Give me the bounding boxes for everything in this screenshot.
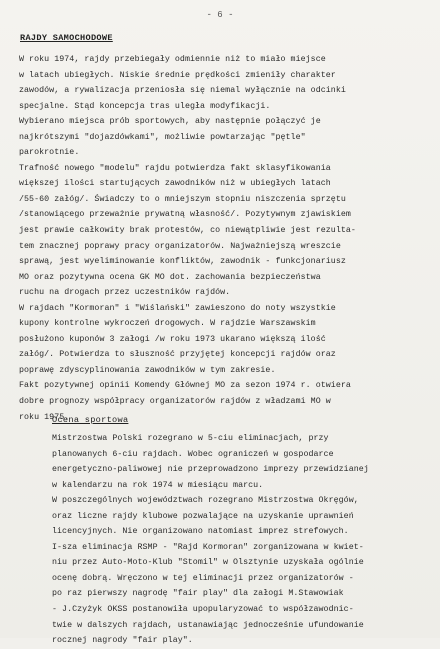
text-line: załóg/. Potwierdza to słuszność przyjętej koncepcji rajdów oraz: [19, 350, 336, 360]
section-heading-rajdy: RAJDY SAMOCHODOWE: [20, 33, 113, 43]
text-line: roku 1975.: [19, 412, 70, 422]
text-line: Mistrzostwa Polski rozegrano w 5-ciu eliminacjach, przy: [52, 434, 329, 443]
text-line: twie w dalszych rajdach, ustanawiając jednocześnie ufundowanie: [52, 620, 364, 630]
text-line: energetyczno-paliwowej nie przeprowadzono imprezy przewidzianej: [52, 465, 369, 475]
text-line: planowanych 6-ciu rajdach. Wobec ograniczeń w gospodarce: [52, 449, 334, 459]
text-line: jest prawie całkowity brak protestów, co niewątpliwie jest rezulta-: [19, 226, 356, 236]
page-number: - 6 -: [206, 10, 234, 20]
text-line: Fakt pozytywnej opinii Komendy Głównej MO za sezon 1974 r. otwiera: [19, 381, 351, 391]
text-line: niu przez Auto-Moto-Klub "Stomil" w Olsztynie uzyskała ogólnie: [52, 558, 364, 568]
text-line: sprawą, jest wyeliminowanie konfliktów, zawodnik - funkcjonariusz: [19, 257, 346, 267]
section-heading-ocena: Ocena sportowa: [52, 415, 129, 425]
text-line: kupony kontrolne wykroczeń drogowych. W rajdzie Warszawskim: [19, 319, 316, 329]
text-line: Trafność nowego "modelu" rajdu potwierdza fakt sklasyfikowania: [19, 163, 331, 173]
text-line: W roku 1974, rajdy przebiegały odmiennie niż to miało miejsce: [19, 55, 326, 64]
text-line: dobre prognozy współpracy organizatorów rajdów z władzami MO w: [19, 397, 331, 407]
text-line: I-sza eliminacja RSMP - "Rajd Kormoran" zorganizowana w kwiet-: [52, 542, 364, 552]
section-body-ocena: [52, 431, 432, 649]
text-line: w latach ubiegłych. Niskie średnie prędkości zmieniły charakter: [19, 70, 336, 80]
text-line: rocznej nagrody "fair play".: [52, 636, 193, 646]
text-line: /stanowiącego przeważnie prywatną własność/. Pozytywnym zjawiskiem: [19, 210, 351, 220]
text-line: /55-60 załóg/. Świadczy to o mniejszym stopniu niszczenia sprzętu: [19, 194, 346, 204]
text-line: specjalne. Stąd koncepcja tras uległa modyfikacji.: [19, 101, 271, 111]
text-line: po raz pierwszy nagrodę "fair play" dla załogi M.Stawowiak: [52, 589, 344, 599]
text-line: - J.Czyżyk OKSS postanowiła upopularyzować to współzawodnic-: [52, 605, 354, 615]
text-line: W rajdach "Kormoran" i "Wiślański" zawieszono do noty wszystkie: [19, 303, 336, 313]
text-line: MO oraz pozytywna ocena GK MO dot. zachowania bezpieczeństwa: [19, 272, 321, 282]
text-line: licencyjnych. Nie organizowano natomiast imprez strefowych.: [52, 527, 349, 537]
text-line: Wybierano miejsca prób sportowych, aby następnie połączyć je: [19, 117, 321, 127]
text-line: ocenę dobrą. Wręczono w tej eliminacji przez organizatorów -: [52, 573, 354, 583]
text-line: W poszczególnych województwach rozegrano Mistrzostwa Okręgów,: [52, 496, 359, 506]
text-line: w kalendarzu na rok 1974 w miesiącu marcu.: [52, 480, 264, 490]
section-body-rajdy: [19, 52, 429, 425]
text-line: ruchu na drogach przez uczestników rajdów.: [19, 288, 231, 298]
text-line: poprawę zdyscyplinowania zawodników w tym zakresie.: [19, 365, 276, 375]
text-line: tem znacznej poprawy pracy organizatorów. Najważniejszą wreszcie: [19, 241, 341, 251]
text-line: posłużono kuponów 3 załogi /w roku 1973 ukarano większą ilość: [19, 334, 326, 344]
text-line: oraz liczne rajdy klubowe pozwalające na uzyskanie uprawnień: [52, 511, 354, 521]
text-line: większej ilości startujących zawodników niż w ubiegłych latach: [19, 179, 331, 189]
text-line: zawodów, a rywalizacja przeniosła się niemal wyłącznie na odcinki: [19, 86, 346, 96]
text-line: najkrótszymi "dojazdówkami", możliwie powtarzając "pętle": [19, 132, 306, 142]
text-line: parokrotnie.: [19, 148, 80, 158]
